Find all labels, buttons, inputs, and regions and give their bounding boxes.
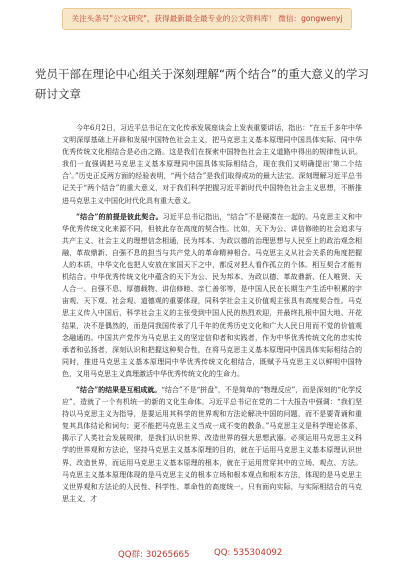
qq-group-number: QQ群: 30265665 xyxy=(118,550,190,560)
document-body xyxy=(62,122,362,509)
document-title: 党员干部在理论中心组关于深刻理解“两个结合”的重大意义的学习研讨文章 xyxy=(35,67,369,101)
paragraph-2-lead: “结合”的前提是彼此契合。 xyxy=(76,211,163,221)
paragraph-3 xyxy=(62,384,362,505)
paragraph-3-text: “结合”不是“拼盘”，不是简单的“物理反应”，而是深刻的“化学反应”，造就了一个有机统一的新的文化生命体。习近平总书记在党的二十大报告中强调：“我们坚持以马克思主义为指导，是要运用其科学的世界观和方法论解决中国的问题，而不是要背诵和重复其具体结论和词句；更不能把马克思主义当成一成不变的教条。”马克思主义是科学理论体系，揭示了人类社会发展规律，是我们认识世界、改造世界的强大思想武器。必须运用马克思主义科学的世界观和方法论，坚持马克思主义基本原理的目的，就在于运用马克思主义基本原理认识世界、改造世界，而运用马克思主义基本原理的根本，就在于运用贯穿其中的立场、观点、方法。马克思主义基本原理体现的是马克思主义的根本立场和根本观点和根本方法，体现的是马克思主义世界观和方法论的人民性、科学性、革命性的高度统一。只有面向实际，与实际相结合的马克思主义，才 xyxy=(62,385,362,503)
paragraph-2 xyxy=(62,211,362,380)
qq-number: QQ: 535304092 xyxy=(214,548,283,558)
paragraph-1 xyxy=(62,122,362,207)
paragraph-1-text: 今年6月2日，习近平总书记在文化传承发展座谈会上发表重要讲话，指出：“在五千多年中华文明深厚基础上开辟和发展中国特色社会主义，把马克思主义基本原理同中国具体实际、同中华优秀传统文化相结合是必由之路。这是我们在探索中国特色社会主义道路中得出的规律性认识。我们一直强调把马克思主义基本原理同中国具体实际相结合，现在我们又明确提出‘第二个结合’。”历史正反两方面的经验表明，“两个结合”是我们取得成功的最大法宝。深刻理解习近平总书记关于“两个结合”的重大意义，对于我们科学把握习近平新时代中国特色社会主义思想，不断推进马克思主义中国化时代化具有重大意义。 xyxy=(62,124,362,205)
paragraph-3-lead: “结合”的结果是互相成就。 xyxy=(76,384,162,394)
paragraph-2-text: 习近平总书记指出，“结合”不是硬凑在一起的。马克思主义和中华优秀传统文化来源不同，但彼此存在高度的契合性。比如，天下为公、讲信修睦的社会追求与共产主义、社会主义的理想信念相通，民为邦本、为政以德的治理思想与人民至上的政治观念相融，革故鼎新、自强不息的担当与共产党人的革命精神相合。马克思主义从社会关系的角度把握人的本质，中华文化也把人安放在家国天下之中，都反对把人看作孤立的个体。相互契合才能有机结合。中华优秀传统文化中蕴含的天下为公、民为邦本、为政以德、革故鼎新、任人唯贤、天人合一、自强不息、厚德载物、讲信修睦、亲仁善邻等，是中国人民在长期生产生活中积累的宇宙观、天下观、社会观、道德观的重要体现，同科学社会主义价值观主张具有高度契合性。马克思主义传入中国后，科学社会主义的主张受到中国人民的热烈欢迎，并最终扎根中国大地、开花结果，决不是偶然的，而是同我国传承了几千年的优秀历史文化和广大人民日用而不觉的价值观念融通的。中国共产党作为马克思主义的坚定信仰者和实践者，作为中华优秀传统文化的忠实传承者和弘扬者，深刻认识和把握这种契合性，在将马克思主义基本原理同中国具体实际相结合的同时，推进马克思主义基本原理同中华优秀传统文化相结合，既赋予马克思主义以鲜明中国特色，又用马克思主义真理激活中华优秀传统文化的生命力。 xyxy=(62,212,362,378)
footer-contact xyxy=(0,548,408,566)
top-promo-banner[interactable]: 关注头条号"公文研究"，获得最新最全最专业的公文资料库！ 微信：gongwenyj xyxy=(62,8,352,30)
